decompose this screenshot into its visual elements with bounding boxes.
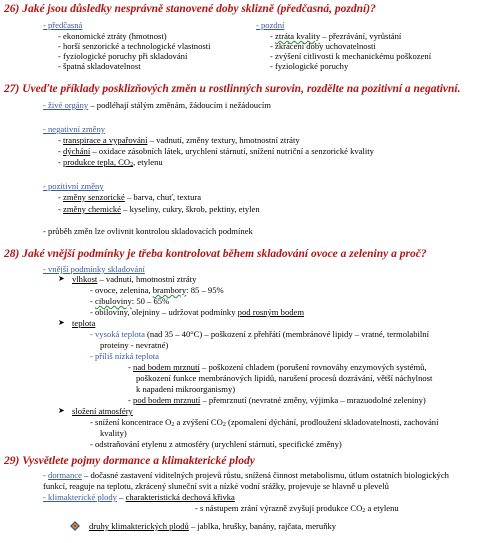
question-26-title: 26) Jaké jsou důsledky nesprávně stanovené doby sklizně (předčasná, pozdní)? [4, 3, 376, 15]
negative-changes-header: - negativní změny [43, 124, 106, 134]
freeze-line: - pod bodem mrznutí – přemrznutí (nevratné změny, výjimka – mrazuodolné zeleniny) [128, 395, 426, 405]
high-temp-line: - vysoká teplota (nad 35 – 40°C) – poškození z přehřátí (membránové lipidy – vratné, termolabilní [90, 329, 429, 339]
question-28-title: 28) Jaké vnější podmínky je třeba kontrolovat během skladování ovoce a zeleniny a proč? [4, 248, 427, 260]
humidity-item: - obiloviny, olejniny – udržovat podmínky pod rosným bodem [90, 307, 305, 317]
question-29-title: 29) Vysvětlete pojmy dormance a klimakterické plody [4, 455, 255, 467]
atmosphere-item: - odstraňování etylenu z atmosféry (urychlení stárnutí, specifické změny) [90, 439, 342, 449]
late-item: - ztráta kvality – přezrávání, vyrůstání [270, 31, 402, 41]
early-item: - horší senzorické a technologické vlastnosti [58, 41, 211, 51]
question-27-title: 27) Uveďte příklady posklizňových změn u rostlinných surovin, rozdělte na pozitivní a negativní. [4, 83, 461, 95]
positive-changes-header: - pozitivní změny [43, 181, 104, 191]
positive-item: - změny senzorické – barva, chuť, textura [58, 192, 202, 202]
dormance-line: - dormance – dočasné zastavení viditelných projevů růstu, snížená činnost metabolismu, útlum ostatních biologických [43, 470, 449, 480]
negative-item: - produkce tepla, CO2, etylenu [58, 157, 163, 168]
atmosphere-label: složení atmosféry [72, 406, 133, 416]
early-item: - špatná skladovatelnost [58, 61, 141, 71]
chill-line: - nad bodem mrznutí – poškození chladem (porušení rovnováhy enzymových systémů, [128, 362, 427, 372]
summary-line: - průběh změn lze ovlivnit kontrolou skladovacích podmínek [43, 226, 253, 236]
early-item: - ekonomické ztráty (hmotnost) [58, 31, 167, 41]
living-organs-line: - živé orgány – podléhají stálým změnám, žádoucím i nežádoucím [43, 100, 271, 110]
negative-item: - dýchání – oxidace zásobních látek, urychlení stárnutí, snížení nutriční a senzorické kvality [58, 146, 374, 156]
temperature-label: teplota [72, 318, 96, 328]
humidity-item: - cibuloviny: 50 – 65% [90, 296, 170, 306]
arrowhead-bullet-icon: ➤ [58, 318, 65, 327]
climacteric-line: - klimakterické plody – charakteristická dechová křivka [43, 492, 235, 502]
atmosphere-item-2: kvality) [100, 428, 127, 438]
humidity-line: vlhkost – vadnutí, hmotnostní ztráty [72, 274, 197, 284]
arrowhead-bullet-icon: ➤ [58, 406, 65, 415]
high-temp-line-2: proteiny - nevratné) [100, 340, 169, 350]
outer-conditions-header: - vnější podmínky skladování [43, 264, 145, 274]
chill-line-2: poškození funkce membránových lipidů, narušení procesů dozrávání, větší náchylnost [136, 373, 433, 383]
multicolor-bullet-icon [70, 521, 80, 531]
early-harvest-header: - předčasná [43, 20, 83, 30]
late-item: - fyziologické poruchy [270, 61, 349, 71]
chill-line-3: k napadení mikroorganismy) [136, 384, 236, 394]
climacteric-line-2: - s nástupem zrání výrazně zvyšují produkce CO2 a etylenu [195, 503, 399, 514]
late-item: - zvýšení citlivosti k mechanickému poškození [270, 51, 432, 61]
late-item: - zkrácení doby uchovatelnosti [270, 41, 376, 51]
positive-item: - změny chemické – kyseliny, cukry, škrob, pektiny, etylen [58, 204, 260, 214]
low-temp-header: - příliš nízká teplota [90, 351, 159, 361]
late-harvest-header: - pozdní [256, 20, 285, 30]
climacteric-types-line: druhy klimakterických plodů – jablka, hrušky, banány, rajčata, meruňky [89, 521, 337, 531]
arrowhead-bullet-icon: ➤ [58, 274, 65, 283]
negative-item: - transpirace a vypařování – vadnutí, změny textury, hmotnostní ztráty [58, 135, 300, 145]
humidity-item: - ovoce, zelenina, brambory: 85 – 95% [90, 285, 224, 295]
early-item: - fyziologické poruchy při skladování [58, 51, 188, 61]
atmosphere-item: - snížení koncentrace O2 a zvýšení CO2 (zpomalení dýchání, prodloužení skladovatelnosti, zachování [90, 417, 439, 428]
dormance-line-2: funkcí, reaguje na teplotu, zkrácený sluneční svit a nízké vodní srážky, projevuje se hlavně u plevelů [43, 481, 389, 491]
